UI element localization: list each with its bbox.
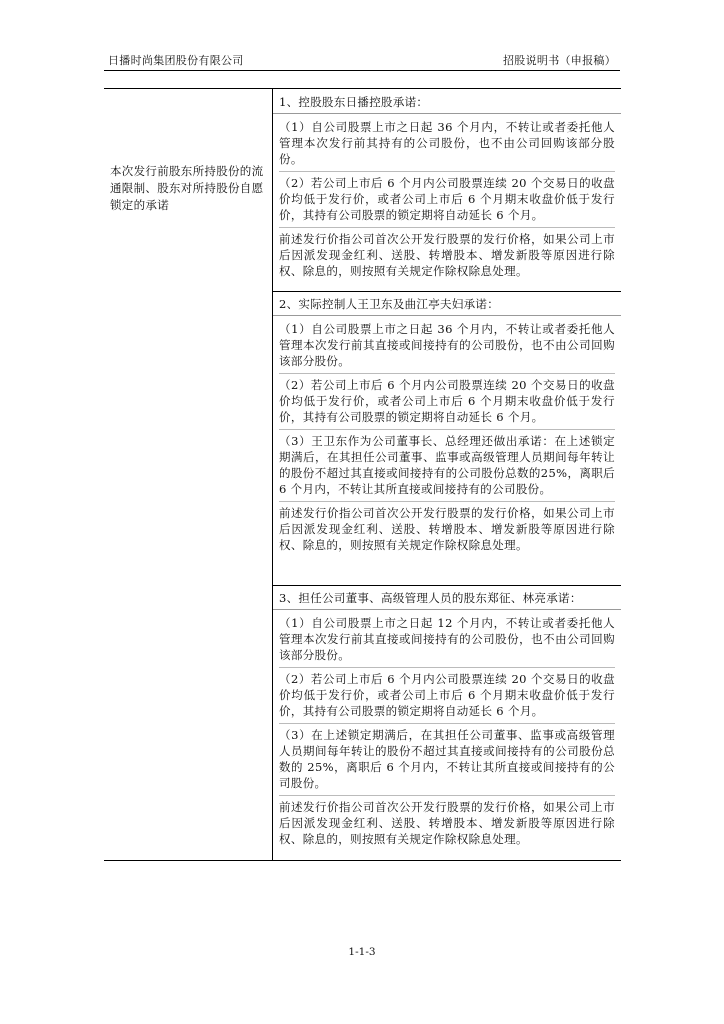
- paragraph: （2）若公司上市后 6 个月内公司股票连续 20 个交易日的收盘价均低于发行价，或者公司上市后 6 个月期末收盘价低于发行价，其持有公司股票的锁定期将自动延长 6 个月。: [279, 374, 615, 430]
- table-left-column: [104, 89, 273, 860]
- commitment-section-actual-controller: [273, 291, 621, 586]
- page-header: [104, 50, 620, 71]
- page-number: 1-1-3: [348, 946, 376, 958]
- paragraph: 前述发行价指公司首次公开发行股票的发行价格，如果公司上市后因派发现金红利、送股、转增股本、增发新股等原因进行除权、除息的，则按照有关规定作除权除息处理。: [279, 800, 615, 846]
- paragraph: （1）自公司股票上市之日起 36 个月内，不转让或者委托他人管理本次发行前其持有的公司股份，也不由公司回购该部分股份。: [279, 116, 615, 172]
- section-title: 3、担任公司董事、高级管理人员的股东郑征、林亮承诺：: [273, 585, 621, 610]
- paragraph: （1）自公司股票上市之日起 36 个月内，不转让或者委托他人管理本次发行前其直接或间接持有的公司股份，也不由公司回购该部分股份。: [279, 318, 615, 374]
- paragraph: （1）自公司股票上市之日起 12 个月内，不转让或者委托他人管理本次发行前其直接或间接持有的公司股份，也不由公司回购该部分股份。: [279, 612, 615, 668]
- commitment-table: [104, 88, 621, 861]
- paragraph: （3）在上述锁定期满后，在其担任公司董事、监事或高级管理人员期间每年转让的股份不超过其直接或间接持有的公司股份总数的 25%，离职后 6 个月内，不转让其所直接或间接持有的公司股份。: [279, 724, 615, 796]
- commitment-section-directors: [273, 585, 621, 860]
- paragraph: （3）王卫东作为公司董事长、总经理还做出承诺：在上述锁定期满后，在其担任公司董事、监事或高级管理人员期间每年转让的股份不超过其直接或间接持有的公司股份总数的25%，离职后 6 个月内，不转让其所直接或间接持有的公司股份。: [279, 430, 615, 502]
- paragraph: 前述发行价指公司首次公开发行股票的发行价格，如果公司上市后因派发现金红利、送股、转增股本、增发新股等原因进行除权、除息的，则按照有关规定作除权除息处理。: [279, 506, 615, 552]
- paragraph: （2）若公司上市后 6 个月内公司股票连续 20 个交易日的收盘价均低于发行价，或者公司上市后 6 个月期末收盘价低于发行价，其持有公司股票的锁定期将自动延长 6 个月。: [279, 668, 615, 724]
- commitment-section-controlling-shareholder: [273, 89, 621, 292]
- company-name: 日播时尚集团股份有限公司: [108, 54, 244, 67]
- row-label: 本次发行前股东所持股份的流通限制、股东对所持股份自愿锁定的承诺: [110, 164, 264, 212]
- section-title: 1、控股股东日播控股承诺：: [273, 89, 621, 114]
- document-title: 招股说明书（申报稿）: [503, 54, 616, 67]
- paragraph: （2）若公司上市后 6 个月内公司股票连续 20 个交易日的收盘价均低于发行价，或者公司上市后 6 个月期末收盘价低于发行价，其持有公司股票的锁定期将自动延长 6 个月。: [279, 172, 615, 228]
- table-right-column: [273, 89, 621, 860]
- paragraph: 前述发行价指公司首次公开发行股票的发行价格，如果公司上市后因派发现金红利、送股、转增股本、增发新股等原因进行除权、除息的，则按照有关规定作除权除息处理。: [279, 232, 615, 278]
- section-title: 2、实际控制人王卫东及曲江亭夫妇承诺：: [273, 291, 621, 316]
